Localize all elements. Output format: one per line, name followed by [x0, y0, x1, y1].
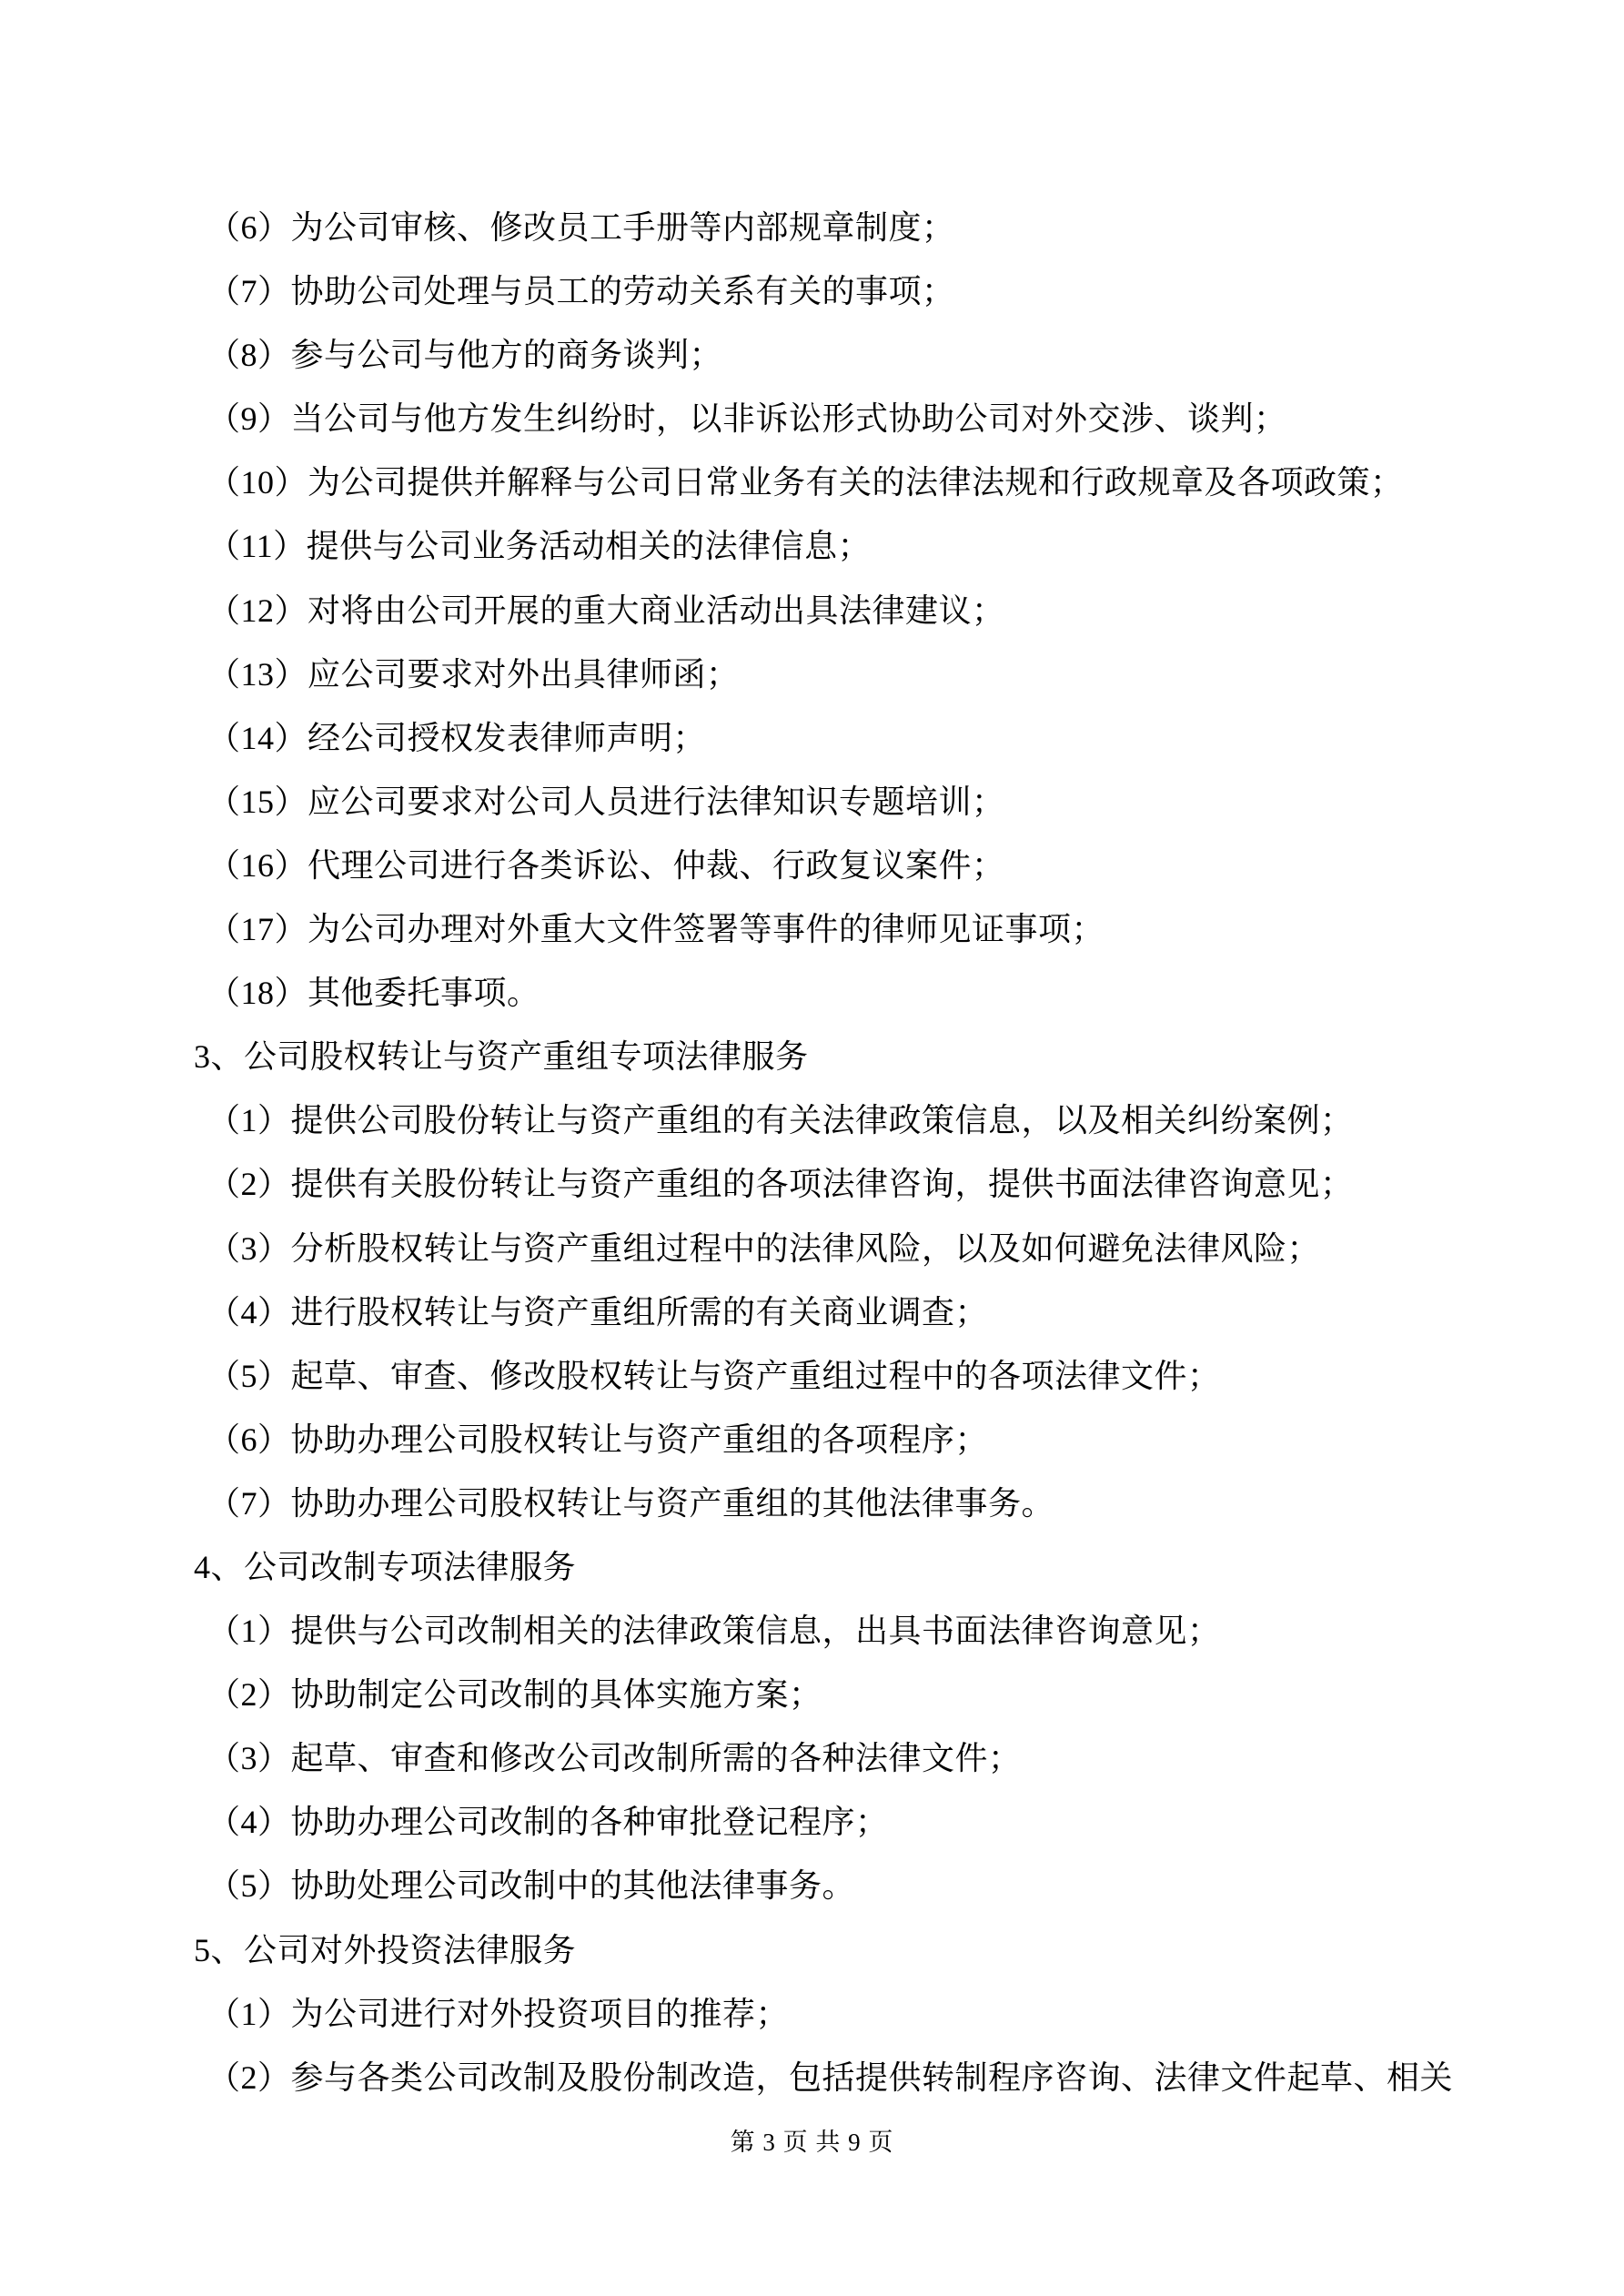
page-number-label: 第 3 页 共 9 页	[730, 2129, 894, 2156]
list-item: （15）应公司要求对公司人员进行法律知识专题培训；	[207, 783, 1005, 820]
page-footer	[0, 2124, 1624, 2160]
list-item: （7）协助办理公司股权转让与资产重组的其他法律事务。	[207, 1484, 1055, 1522]
list-item: （13）应公司要求对外出具律师函；	[207, 655, 740, 693]
list-item: （9）当公司与他方发生纠纷时，以非诉讼形式协助公司对外交涉、谈判；	[207, 400, 1287, 438]
list-item: （12）对将由公司开展的重大商业活动出具法律建议；	[207, 592, 1005, 629]
list-item: （16）代理公司进行各类诉讼、仲裁、行政复议案件；	[207, 846, 1005, 884]
section-heading-5: 5、公司对外投资法律服务	[194, 1931, 577, 1968]
list-item: （18）其他委托事项。	[207, 975, 540, 1012]
list-item: （4）协助办理公司改制的各种审批登记程序；	[207, 1804, 889, 1841]
list-item: （14）经公司授权发表律师声明；	[207, 719, 707, 756]
list-item: （3）起草、审查和修改公司改制所需的各种法律文件；	[207, 1740, 1022, 1777]
list-item: （1）提供与公司改制相关的法律政策信息，出具书面法律咨询意见；	[207, 1613, 1221, 1650]
list-item: （5）协助处理公司改制中的其他法律事务。	[207, 1867, 856, 1905]
list-item: （1）为公司进行对外投资项目的推荐；	[207, 1995, 790, 2032]
list-item: （3）分析股权转让与资产重组过程中的法律风险，以及如何避免法律风险；	[207, 1229, 1321, 1267]
list-item: （1）提供公司股份转让与资产重组的有关法律政策信息，以及相关纠纷案例；	[207, 1102, 1354, 1139]
list-item: （2）提供有关股份转让与资产重组的各项法律咨询，提供书面法律咨询意见；	[207, 1166, 1354, 1203]
list-item: （17）为公司办理对外重大文件签署等事件的律师见证事项；	[207, 911, 1105, 948]
list-item: （10）为公司提供并解释与公司日常业务有关的法律法规和行政规章及各项政策；	[207, 464, 1404, 501]
document-body	[194, 196, 1454, 2109]
list-item: （11）提供与公司业务活动相关的法律信息；	[207, 528, 872, 565]
list-item: （7）协助公司处理与员工的劳动关系有关的事项；	[207, 273, 955, 310]
section-heading-4: 4、公司改制专项法律服务	[194, 1548, 577, 1585]
list-item: （2）参与各类公司改制及股份制改造，包括提供转制程序咨询、法律文件起草、相关	[207, 2058, 1454, 2096]
list-item: （6）协助办理公司股权转让与资产重组的各项程序；	[207, 1421, 989, 1458]
list-item: （6）为公司审核、修改员工手册等内部规章制度；	[207, 209, 955, 246]
list-item: （5）起草、审查、修改股权转让与资产重组过程中的各项法律文件；	[207, 1357, 1221, 1394]
list-item: （2）协助制定公司改制的具体实施方案；	[207, 1676, 822, 1714]
list-item: （4）进行股权转让与资产重组所需的有关商业调查；	[207, 1293, 989, 1330]
list-item: （8）参与公司与他方的商务谈判；	[207, 337, 723, 374]
section-heading-3: 3、公司股权转让与资产重组专项法律服务	[194, 1038, 809, 1076]
